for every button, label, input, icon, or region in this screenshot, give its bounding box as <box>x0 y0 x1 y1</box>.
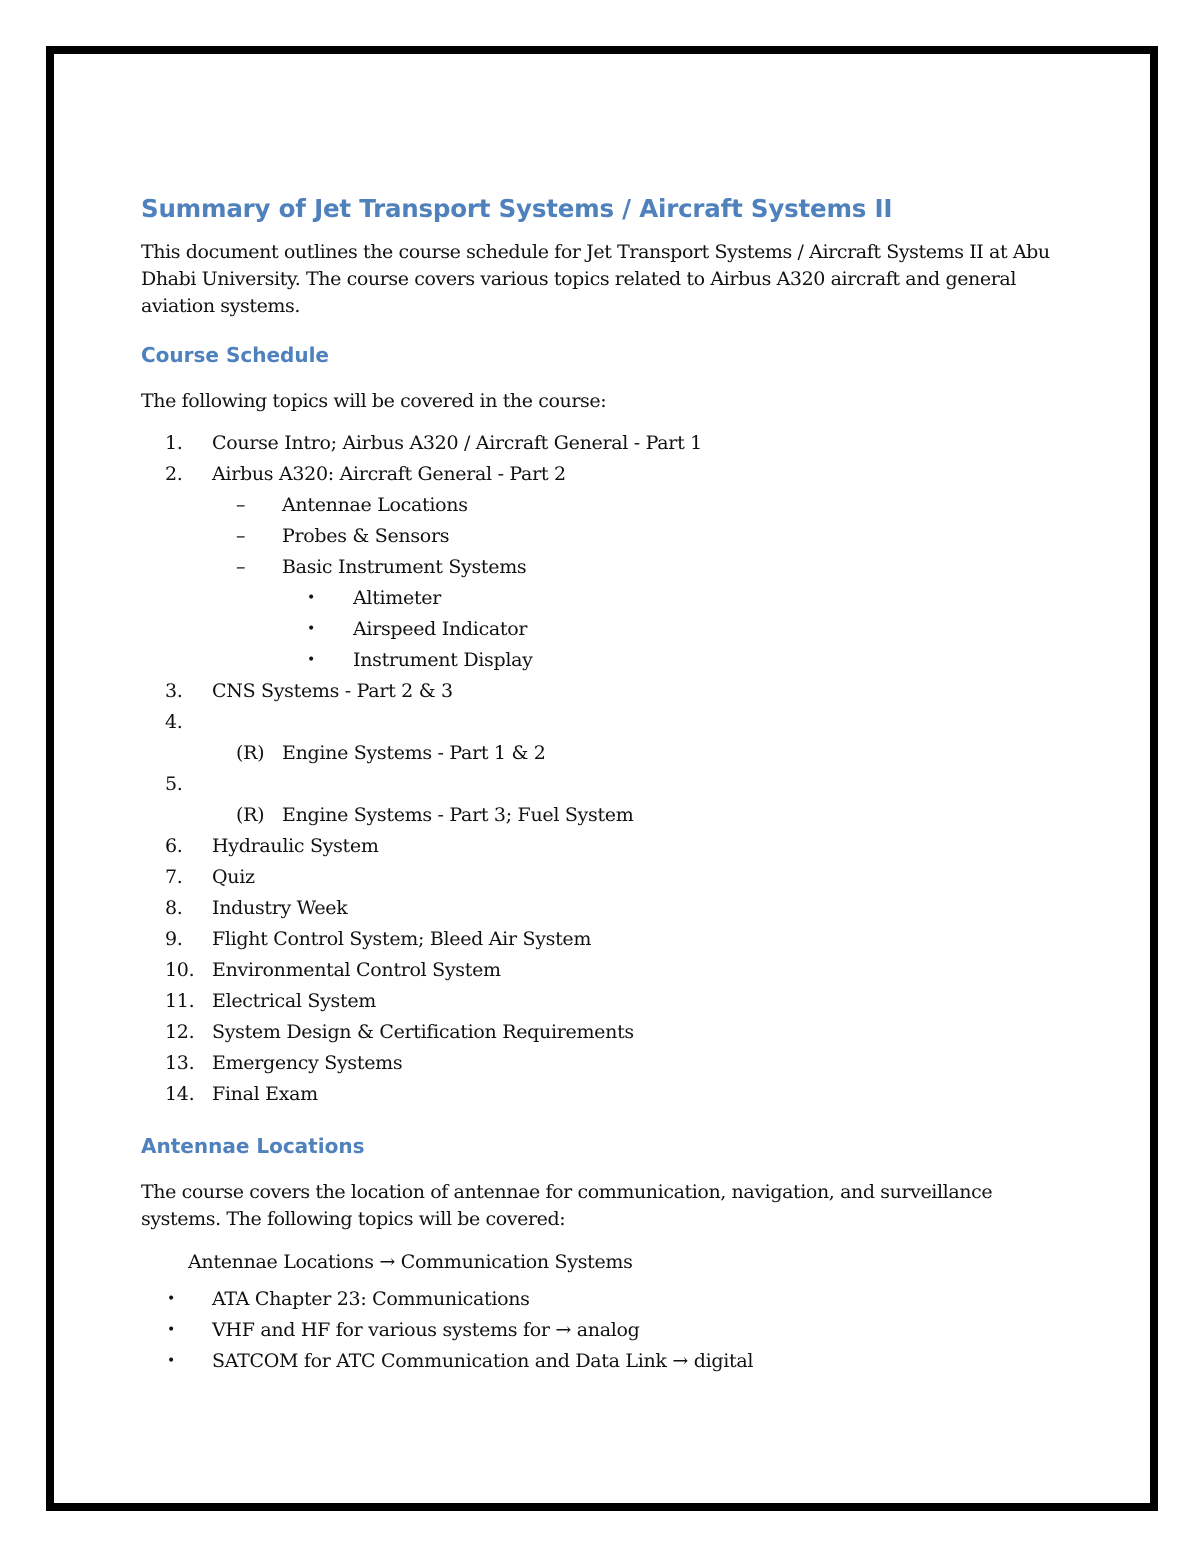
sub-sub-list-item: • Instrument Display <box>307 649 533 671</box>
list-item: 2. Airbus A320: Aircraft General - Part 2 <box>165 463 566 485</box>
course-schedule-heading: Course Schedule <box>141 343 329 367</box>
course-schedule-lead: The following topics will be covered in the course: <box>141 390 607 412</box>
list-item: 8. Industry Week <box>165 897 348 919</box>
sub-list-item: – Antennae Locations <box>236 494 468 516</box>
sub-list-item: (R) Engine Systems - Part 3; Fuel System <box>236 804 634 826</box>
list-item: 10. Environmental Control System <box>165 959 501 981</box>
list-item: • ATA Chapter 23: Communications <box>167 1288 530 1310</box>
sub-list-item: (R) Engine Systems - Part 1 & 2 <box>236 742 546 764</box>
list-item: 9. Flight Control System; Bleed Air System <box>165 928 592 950</box>
list-item: • SATCOM for ATC Communication and Data Link → digital <box>167 1350 754 1372</box>
document-title: Summary of Jet Transport Systems / Aircraft Systems II <box>141 194 893 223</box>
sub-sub-list-item: • Altimeter <box>307 587 442 609</box>
list-item: 12. System Design & Certification Requirements <box>165 1021 634 1043</box>
antennae-bullet-list <box>141 1284 1071 1377</box>
list-item: 4. <box>165 711 183 733</box>
document-body <box>141 190 1071 1377</box>
list-item: 11. Electrical System <box>165 990 377 1012</box>
sub-sub-list-item: • Airspeed Indicator <box>307 618 528 640</box>
list-item: 14. Final Exam <box>165 1083 318 1105</box>
list-item: 1. Course Intro; Airbus A320 / Aircraft General - Part 1 <box>165 432 702 454</box>
list-item: 6. Hydraulic System <box>165 835 379 857</box>
sub-list-item: – Basic Instrument Systems <box>236 556 527 578</box>
antennae-paragraph: The course covers the location of antennae for communication, navigation, and surveillance systems. The following topics will be covered: <box>141 1181 993 1230</box>
list-item: • VHF and HF for various systems for → analog <box>167 1319 640 1341</box>
list-item: 3. CNS Systems - Part 2 & 3 <box>165 680 453 702</box>
list-item: 7. Quiz <box>165 866 255 888</box>
list-item: 13. Emergency Systems <box>165 1052 403 1074</box>
sub-list-item: – Probes & Sensors <box>236 525 450 547</box>
antennae-subheading: Antennae Locations → Communication Systems <box>188 1251 633 1273</box>
course-schedule-list <box>141 428 1071 1110</box>
list-item: 5. <box>165 773 183 795</box>
antennae-heading: Antennae Locations <box>141 1134 365 1158</box>
intro-paragraph: This document outlines the course schedule for Jet Transport Systems / Aircraft Systems II at Abu Dhabi University. The course covers various topics related to Airbus A320 aircraft and general aviation systems. <box>141 241 1050 317</box>
